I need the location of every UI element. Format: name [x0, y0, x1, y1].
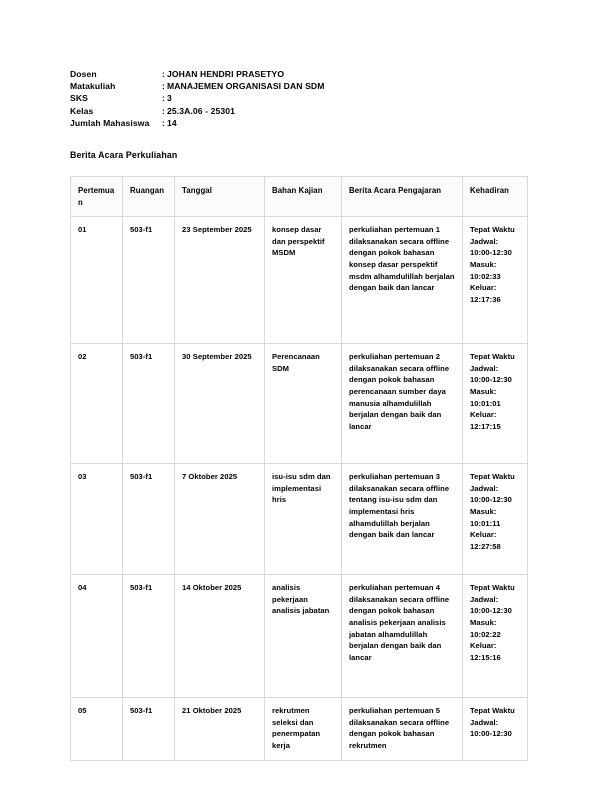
cell-tanggal: 14 Oktober 2025 — [175, 575, 265, 698]
cell-tanggal: 23 September 2025 — [175, 217, 265, 344]
metadata-value-sks: 3 — [166, 93, 172, 104]
cell-kehadiran — [463, 217, 528, 344]
table-row — [71, 217, 528, 344]
kehadiran-jadwal-label: Jadwal: — [470, 236, 499, 246]
cell-kehadiran — [463, 575, 528, 698]
kehadiran-status: Tepat Waktu — [470, 225, 515, 235]
metadata-label-sks: SKS — [70, 93, 88, 104]
metadata-row-sks — [70, 92, 530, 104]
column-header-pertemuan: Pertemuan — [71, 177, 123, 217]
metadata-row-matakuliah — [70, 80, 530, 92]
column-header-bahan-kajian: Bahan Kajian — [265, 177, 342, 217]
metadata-row-jumlah-mahasiswa — [70, 117, 530, 129]
table-row — [71, 464, 528, 575]
kehadiran-keluar-value: 12:17:36 — [470, 294, 501, 304]
cell-ruangan: 503-f1 — [123, 575, 175, 698]
kehadiran-masuk-value: 10:02:22 — [470, 629, 501, 639]
kehadiran-keluar-value: 12:27:58 — [470, 541, 501, 551]
cell-berita-acara: perkuliahan pertemuan 1 dilaksanakan secara offline dengan pokok bahasan konsep dasar perspektif msdm alhamdulillah berjalan dengan baik dan lancar — [342, 217, 463, 344]
table-header-row — [71, 177, 528, 217]
metadata-separator-jumlah-mahasiswa: : — [162, 117, 165, 128]
kehadiran-jadwal-label: Jadwal: — [470, 483, 499, 493]
kehadiran-masuk-label: Masuk: — [470, 617, 497, 627]
kehadiran-jadwal-label: Jadwal: — [470, 717, 499, 727]
cell-bahan-kajian: isu-isu sdm dan implementasi hris — [265, 464, 342, 575]
metadata-row-dosen — [70, 68, 530, 80]
kehadiran-status: Tepat Waktu — [470, 472, 515, 482]
kehadiran-jadwal-value: 10:00-12:30 — [470, 606, 512, 616]
berita-acara-table — [70, 176, 528, 761]
cell-berita-acara: perkuliahan pertemuan 5 dilaksanakan secara offline dengan pokok bahasan rekrutmen — [342, 698, 463, 761]
cell-berita-acara: perkuliahan pertemuan 2 dilaksanakan secara offline dengan pokok bahasan perencanaan sumber daya manusia alhamdulillah berjalan dengan baik dan lancar — [342, 344, 463, 464]
cell-bahan-kajian: rekrutmen seleksi dan penermpatan kerja — [265, 698, 342, 761]
kehadiran-masuk-label: Masuk: — [470, 386, 497, 396]
column-header-berita-acara-pengajaran: Berita Acara Pengajaran — [342, 177, 463, 217]
kehadiran-jadwal-label: Jadwal: — [470, 594, 499, 604]
cell-ruangan: 503-f1 — [123, 217, 175, 344]
cell-pertemuan: 02 — [71, 344, 123, 464]
cell-berita-acara: perkuliahan pertemuan 3 dilaksanakan secara offline tentang isu-isu sdm dan implementasi hris alhamdulillah berjalan dengan baik dan lancar — [342, 464, 463, 575]
metadata-label-kelas: Kelas — [70, 105, 94, 116]
metadata-label-matakuliah: Matakuliah — [70, 81, 116, 92]
cell-pertemuan: 01 — [71, 217, 123, 344]
metadata-separator-matakuliah: : — [162, 81, 165, 92]
metadata-row-kelas — [70, 105, 530, 117]
cell-bahan-kajian: konsep dasar dan perspektif MSDM — [265, 217, 342, 344]
metadata-label-dosen: Dosen — [70, 69, 97, 79]
table-row — [71, 344, 528, 464]
kehadiran-keluar-label: Keluar: — [470, 410, 497, 420]
cell-tanggal: 21 Oktober 2025 — [175, 698, 265, 761]
metadata-separator-sks: : — [162, 93, 165, 104]
cell-bahan-kajian: Perencanaan SDM — [265, 344, 342, 464]
cell-kehadiran — [463, 464, 528, 575]
kehadiran-status: Tepat Waktu — [470, 352, 515, 362]
kehadiran-keluar-label: Keluar: — [470, 283, 497, 293]
table-row — [71, 698, 528, 761]
kehadiran-keluar-label: Keluar: — [470, 530, 497, 540]
section-title-berita-acara: Berita Acara Perkuliahan — [70, 150, 178, 160]
cell-kehadiran — [463, 344, 528, 464]
column-header-tanggal: Tanggal — [175, 177, 265, 217]
cell-pertemuan: 05 — [71, 698, 123, 761]
kehadiran-status: Tepat Waktu — [470, 706, 515, 716]
metadata-value-kelas: 25.3A.06 - 25301 — [166, 105, 235, 116]
metadata-separator-kelas: : — [162, 105, 165, 116]
kehadiran-keluar-value: 12:15:16 — [470, 652, 501, 662]
metadata-value-dosen: JOHAN HENDRI PRASETYO — [166, 69, 285, 79]
kehadiran-jadwal-value: 10:00-12:30 — [470, 248, 512, 258]
course-metadata — [70, 68, 530, 129]
cell-kehadiran — [463, 698, 528, 761]
berita-acara-table-container — [70, 176, 527, 761]
metadata-label-jumlah-mahasiswa: Jumlah Mahasiswa — [70, 117, 150, 128]
kehadiran-jadwal-value: 10:00-12:30 — [470, 729, 512, 739]
column-header-ruangan: Ruangan — [123, 177, 175, 217]
kehadiran-masuk-value: 10:01:11 — [470, 518, 501, 528]
metadata-value-jumlah-mahasiswa: 14 — [166, 117, 177, 128]
kehadiran-masuk-value: 10:01:01 — [470, 398, 501, 408]
kehadiran-keluar-value: 12:17:15 — [470, 421, 501, 431]
cell-berita-acara: perkuliahan pertemuan 4 dilaksanakan secara offline dengan pokok bahasan analisis pekerjaan analisis jabatan alhamdulillah berjalan dengan baik dan lancar — [342, 575, 463, 698]
kehadiran-masuk-value: 10:02:33 — [470, 271, 501, 281]
kehadiran-jadwal-label: Jadwal: — [470, 363, 499, 373]
kehadiran-jadwal-value: 10:00-12:30 — [470, 495, 512, 505]
kehadiran-keluar-label: Keluar: — [470, 641, 497, 651]
kehadiran-status: Tepat Waktu — [470, 583, 515, 593]
cell-ruangan: 503-f1 — [123, 344, 175, 464]
metadata-separator-dosen: : — [162, 69, 165, 79]
kehadiran-masuk-label: Masuk: — [470, 506, 497, 516]
cell-tanggal: 30 September 2025 — [175, 344, 265, 464]
column-header-kehadiran: Kehadiran — [463, 177, 528, 217]
cell-bahan-kajian: analisis pekerjaan analisis jabatan — [265, 575, 342, 698]
metadata-value-matakuliah: MANAJEMEN ORGANISASI DAN SDM — [166, 81, 325, 92]
cell-ruangan: 503-f1 — [123, 464, 175, 575]
cell-pertemuan: 03 — [71, 464, 123, 575]
kehadiran-jadwal-value: 10:00-12:30 — [470, 375, 512, 385]
cell-pertemuan: 04 — [71, 575, 123, 698]
cell-tanggal: 7 Oktober 2025 — [175, 464, 265, 575]
table-row — [71, 575, 528, 698]
cell-ruangan: 503-f1 — [123, 698, 175, 761]
kehadiran-masuk-label: Masuk: — [470, 259, 497, 269]
